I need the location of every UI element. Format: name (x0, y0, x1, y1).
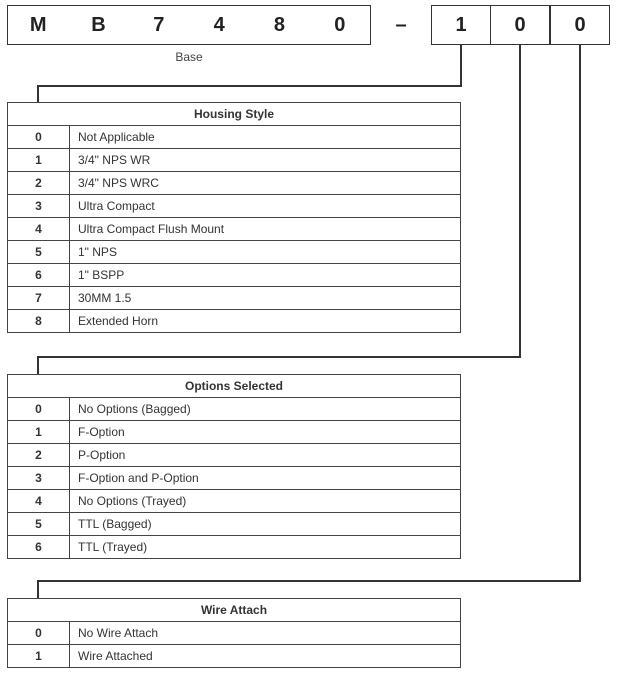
description-cell: F-Option and P-Option (70, 467, 461, 490)
table-row (8, 126, 461, 149)
table-row (8, 490, 461, 513)
table-title: Housing Style (8, 103, 461, 126)
part-separator: – (395, 13, 407, 36)
base-char: B (91, 13, 106, 36)
base-part-number-box (7, 5, 371, 45)
code-cell: 6 (8, 264, 70, 287)
table-row (8, 398, 461, 421)
table-row (8, 264, 461, 287)
code-cell: 1 (8, 421, 70, 444)
description-cell: 3/4" NPS WR (70, 149, 461, 172)
code-cell: 6 (8, 536, 70, 559)
code-cell: 1 (8, 149, 70, 172)
table-row (8, 287, 461, 310)
code-cell: 4 (8, 218, 70, 241)
code-cell: 2 (8, 444, 70, 467)
code-cell: 3 (8, 195, 70, 218)
base-char: 8 (273, 13, 286, 36)
description-cell: Ultra Compact Flush Mount (70, 218, 461, 241)
table-title: Wire Attach (8, 599, 461, 622)
table-row (8, 241, 461, 264)
housing-connector-line (460, 45, 462, 87)
code-cell: 1 (8, 645, 70, 668)
table-row (8, 172, 461, 195)
description-cell: F-Option (70, 421, 461, 444)
wire-attach-digit: 0 (550, 5, 610, 45)
base-char: 4 (213, 13, 225, 36)
wire-connector-line (579, 45, 581, 582)
options-selected-table (7, 374, 461, 559)
housing-connector-line (37, 85, 39, 102)
description-cell: 3/4" NPS WRC (70, 172, 461, 195)
table-row (8, 444, 461, 467)
wire-connector-line (37, 580, 39, 598)
code-cell: 4 (8, 490, 70, 513)
description-cell: TTL (Trayed) (70, 536, 461, 559)
options-connector-line (37, 356, 39, 374)
table-row (8, 218, 461, 241)
code-cell: 2 (8, 172, 70, 195)
code-cell: 0 (8, 126, 70, 149)
base-char: 0 (334, 13, 346, 36)
code-cell: 8 (8, 310, 70, 333)
table-row (8, 467, 461, 490)
table-row (8, 622, 461, 645)
description-cell: Ultra Compact (70, 195, 461, 218)
description-cell: 30MM 1.5 (70, 287, 461, 310)
description-cell: Wire Attached (70, 645, 461, 668)
wire-connector-line (37, 580, 581, 582)
table-row (8, 421, 461, 444)
housing-connector-line (37, 85, 462, 87)
code-cell: 7 (8, 287, 70, 310)
description-cell: P-Option (70, 444, 461, 467)
options-connector-line (519, 45, 521, 358)
code-cell: 3 (8, 467, 70, 490)
description-cell: No Wire Attach (70, 622, 461, 645)
table-row (8, 645, 461, 668)
code-cell: 0 (8, 398, 70, 421)
base-label: Base (175, 50, 203, 64)
options-selected-digit: 0 (490, 5, 550, 45)
table-title: Options Selected (8, 375, 461, 398)
table-row (8, 149, 461, 172)
base-char: M (29, 13, 47, 36)
table-row (8, 195, 461, 218)
options-connector-line (37, 356, 521, 358)
base-char: 7 (153, 13, 165, 36)
description-cell: 1" BSPP (70, 264, 461, 287)
description-cell: Not Applicable (70, 126, 461, 149)
description-cell: No Options (Trayed) (70, 490, 461, 513)
description-cell: TTL (Bagged) (70, 513, 461, 536)
code-cell: 5 (8, 513, 70, 536)
table-row (8, 536, 461, 559)
wire-attach-table (7, 598, 461, 668)
table-row (8, 310, 461, 333)
table-row (8, 513, 461, 536)
housing-style-table (7, 102, 461, 333)
code-cell: 0 (8, 622, 70, 645)
description-cell: Extended Horn (70, 310, 461, 333)
housing-style-digit: 1 (431, 5, 491, 45)
description-cell: No Options (Bagged) (70, 398, 461, 421)
description-cell: 1" NPS (70, 241, 461, 264)
code-cell: 5 (8, 241, 70, 264)
